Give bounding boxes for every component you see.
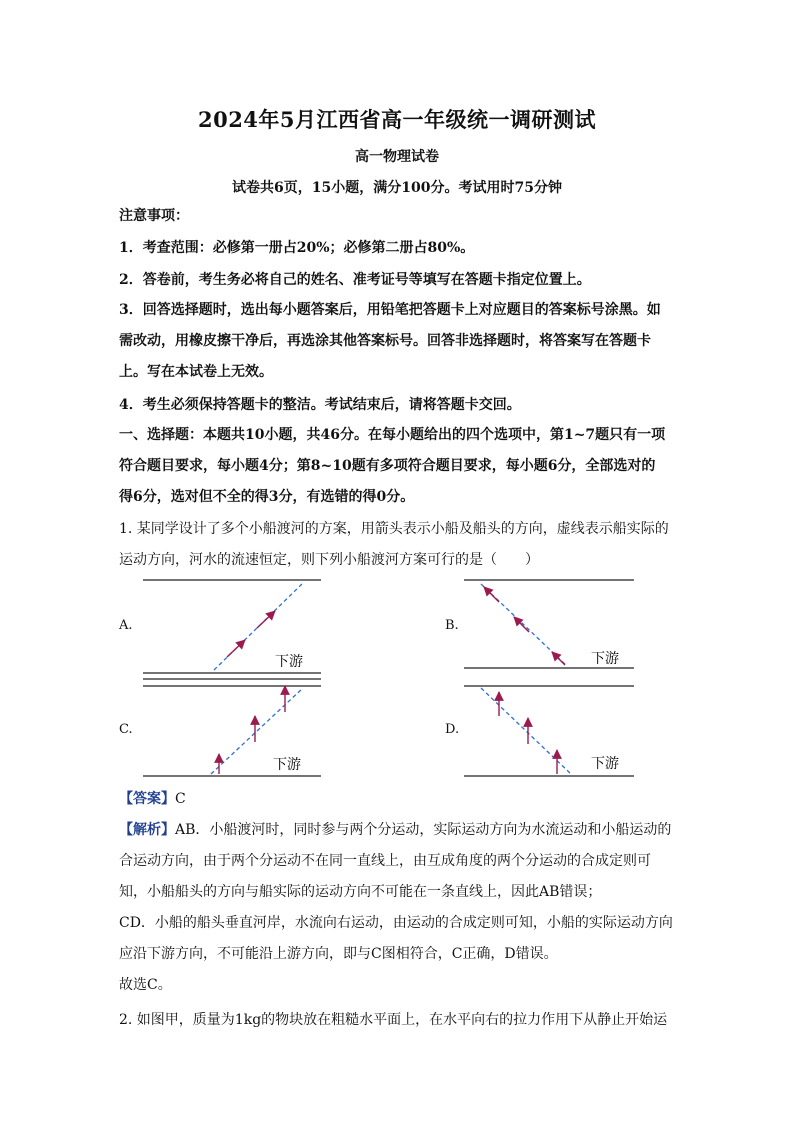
notice-heading: 注意事项： (119, 208, 189, 224)
boat-arrow (227, 640, 245, 657)
boat-arrow (484, 587, 499, 602)
exam-info: 试卷共6页，15小题，满分100分。考试用时75分钟 (232, 180, 562, 196)
option-a-figure (143, 580, 321, 673)
analysis-label: 【解析】 (119, 822, 175, 838)
notice-item-1: 1．考查范围：必修第一册占20%；必修第二册占80%。 (119, 240, 475, 256)
downstream-label-c: 下游 (273, 757, 301, 773)
analysis-text-1: AB．小船渡河时，同时参与两个分运动，实际运动方向为水流运动和小船运动的 (175, 822, 672, 838)
q1-diagram (119, 570, 679, 780)
boat-arrow (257, 611, 275, 628)
answer-value: C (175, 791, 186, 807)
downstream-label-d: 下游 (591, 756, 619, 772)
section-line-3: 得6分，选对但不全的得3分，有选错的得0分。 (119, 489, 415, 505)
downstream-label-a: 下游 (275, 654, 303, 670)
option-d-label: D. (445, 722, 460, 737)
exam-subtitle: 高一物理试卷 (355, 149, 439, 165)
q2-line-1: 2. 如图甲，质量为1kg的物块放在粗糙水平面上，在水平向右的拉力作用下从静止开始运 (119, 1012, 668, 1028)
option-a-label: A. (119, 618, 133, 633)
downstream-label-b: 下游 (591, 651, 619, 667)
q1-line-2: 运动方向，河水的流速恒定，则下列小船渡河方案可行的是（ ） (119, 552, 539, 568)
q1-diagram-svg (119, 570, 679, 780)
section-line-2: 符合题目要求，每小题4分；第8~10题有多项符合题目要求，每小题6分，全部选对的 (119, 458, 656, 474)
analysis-line-6: 故选C。 (119, 977, 172, 993)
option-c-figure (143, 679, 321, 776)
option-b-figure (464, 580, 634, 668)
boat-arrow (514, 617, 529, 632)
section-line-1: 一、选择题：本题共10小题，共46分。在每小题给出的四个选项中，第1~7题只有一项 (119, 427, 666, 443)
boat-arrow (552, 652, 565, 665)
option-d-figure (464, 686, 634, 776)
notice-item-3b: 需改动，用橡皮擦干净后，再选涂其他答案标号。回答非选择题时，将答案写在答题卡 (119, 333, 651, 349)
option-c-label: C. (119, 722, 133, 737)
answer-label: 【答案】 (119, 791, 175, 807)
analysis-line-4: CD．小船的船头垂直河岸，水流向右运动，由运动的合成定则可知，小船的实际运动方向 (119, 915, 673, 931)
notice-item-4: 4．考生必须保持答题卡的整洁。考试结束后，请将答题卡交回。 (119, 397, 521, 413)
notice-item-2: 2．答卷前，考生务必将自己的姓名、准考证号等填写在答题卡指定位置上。 (119, 272, 591, 288)
option-b-label: B. (445, 618, 459, 633)
exam-title: 2024年5月江西省高一年级统一调研测试 (197, 107, 597, 132)
notice-item-3c: 上。写在本试卷上无效。 (119, 364, 273, 380)
q1-answer (119, 789, 679, 809)
notice-item-3a: 3．回答选择题时，选出每小题答案后，用铅笔把答题卡上对应题目的答案标号涂黑。如 (119, 302, 661, 318)
analysis-line-2: 合运动方向，由于两个分运动不在同一直线上，由互成角度的两个分运动的合成定则可 (119, 853, 651, 869)
analysis-line-3: 知，小船船头的方向与船实际的运动方向不可能在一条直线上，因此AB错误； (119, 884, 602, 900)
analysis-line-5: 应沿下游方向，不可能沿上游方向，即与C图相符合，C正确，D错误。 (119, 946, 558, 962)
q1-line-1: 1. 某同学设计了多个小船渡河的方案，用箭头表示小船及船头的方向，虚线表示船实际的 (119, 521, 669, 537)
analysis-line-1 (119, 820, 679, 840)
